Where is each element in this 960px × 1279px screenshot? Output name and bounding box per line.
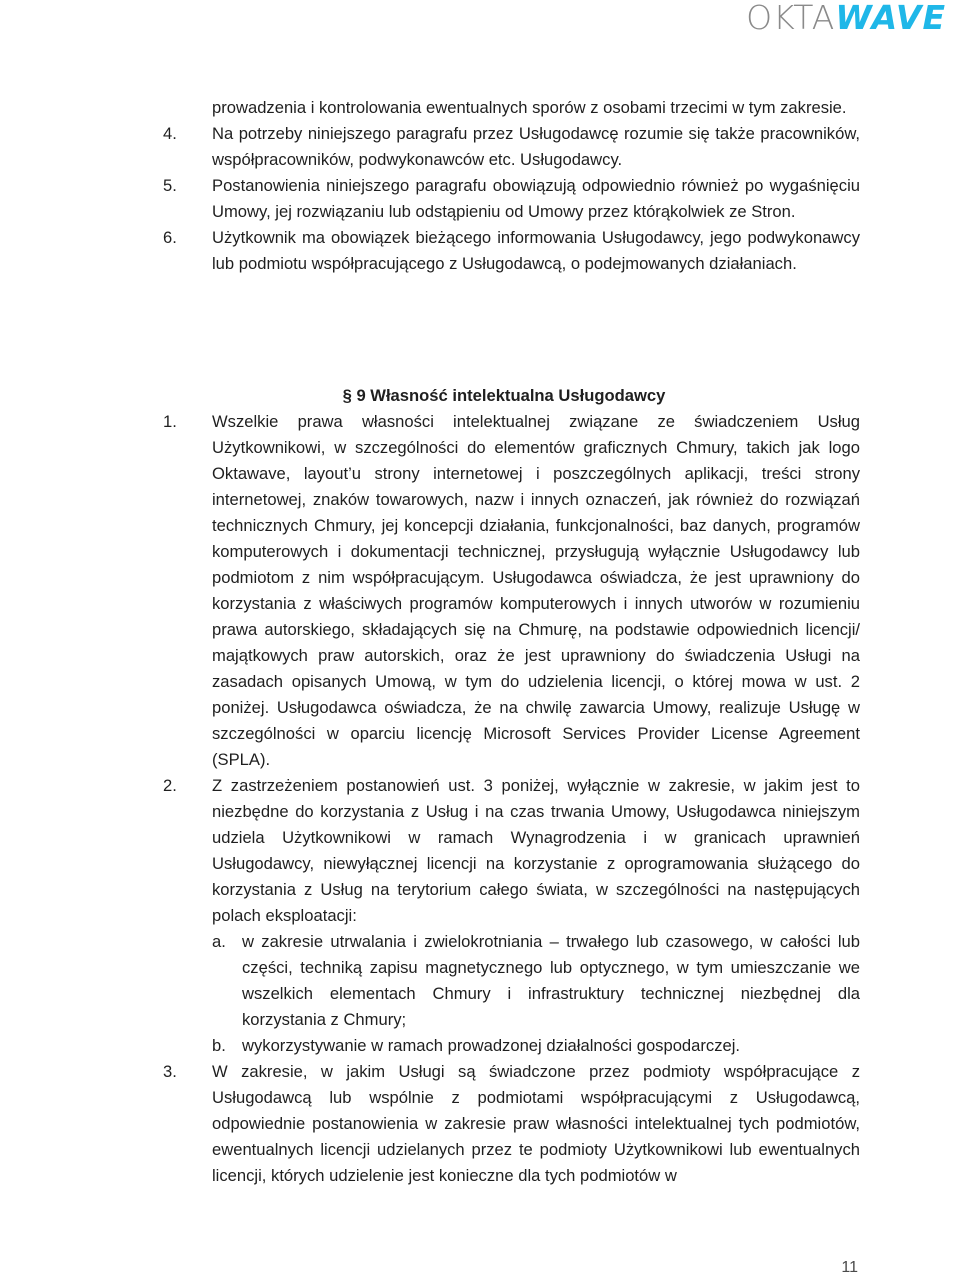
item-text: W zakresie, w jakim Usługi są świadczone przez podmioty współpracujące z Usługodawcą lub wspólnie z podmiotami współpracującymi z Usługodawcą, odpowiednie postanowienia w zakresie praw własności intelektualnej tych podmiotów, ewentualnych licencji udzielanych przez te podmioty Użytkownikowi lub ewentualnych licencji, których udzielenie jest konieczne dla tych podmiotów w bbox=[212, 1062, 860, 1185]
previous-section-items bbox=[163, 95, 860, 277]
item-text: Na potrzeby niniejszego paragrafu przez Usługodawcę rozumie się także pracowników, współpracowników, podwykonawców etc. Usługodawcy. bbox=[212, 124, 860, 169]
item-text: Postanowienia niniejszego paragrafu obowiązują odpowiednio również po wygaśnięciu Umowy, jej rozwiązaniu lub odstąpieniu od Umowy przez którąkolwiek ze Stron. bbox=[212, 176, 860, 221]
item-text: Z zastrzeżeniem postanowień ust. 3 poniżej, wyłącznie w zakresie, w jakim jest to niezbędne do korzystania z Usług i na czas trwania Umowy, Usługodawca niniejszym udziela Użytkownikowi w ramach Wynagrodzenia i w granicach uprawnień Usługodawcy, niewyłącznej licencji na korzystanie z oprogramowania służącego do korzystania z Usług na terytorium całego świata, w szczególności na następujących polach eksploatacji: bbox=[212, 776, 860, 925]
section-items bbox=[163, 409, 860, 1189]
sub-item-letter: b. bbox=[212, 1036, 226, 1055]
list-item bbox=[163, 1059, 860, 1189]
item-number: 2. bbox=[163, 776, 177, 795]
item-number: 3. bbox=[163, 1062, 177, 1081]
list-item bbox=[163, 95, 860, 121]
sub-item-text: wykorzystywanie w ramach prowadzonej działalności gospodarczej. bbox=[242, 1036, 741, 1055]
item-text: prowadzenia i kontrolowania ewentualnych sporów z osobami trzecimi w tym zakresie. bbox=[212, 98, 847, 117]
item-number: 5. bbox=[163, 176, 177, 195]
item-number: 6. bbox=[163, 228, 177, 247]
list-item bbox=[163, 121, 860, 173]
item-number bbox=[163, 95, 212, 121]
item-number: 1. bbox=[163, 412, 177, 431]
list-item bbox=[163, 225, 860, 277]
section-heading: § 9 Własność intelektualna Usługodawcy bbox=[342, 386, 666, 405]
list-item bbox=[163, 173, 860, 225]
sub-list-item bbox=[212, 929, 860, 1033]
sub-item-text: w zakresie utrwalania i zwielokrotniania – trwałego lub czasowego, w całości lub części, techniką zapisu magnetycznego lub optycznego, w tym umieszczanie we wszelkich elementach Chmury i infrastruktury technicznej niezbędnej dla korzystania z Chmury; bbox=[242, 932, 860, 1029]
item-number: 4. bbox=[163, 124, 177, 143]
list-item bbox=[163, 773, 860, 1059]
item-body bbox=[212, 773, 860, 1059]
sub-item-letter: a. bbox=[212, 932, 226, 951]
page-number: 11 bbox=[841, 1259, 858, 1276]
item-text: Użytkownik ma obowiązek bieżącego informowania Usługodawcy, jego podwykonawcy lub podmiotu współpracującego z Usługodawcą, o podejmowanych działaniach. bbox=[212, 228, 860, 273]
list-item bbox=[163, 409, 860, 773]
item-text: Wszelkie prawa własności intelektualnej związane ze świadczeniem Usług Użytkownikowi, w szczególności do elementów graficznych Chmury, takich jak logo Oktawave, layout’u strony internetowej i poszczególnych aplikacji, treści strony internetowej, znaków towarowych, nazw i innych oznaczeń, jak również do rozwiązań technicznych Chmury, jej koncepcji działania, funkcjonalności, baz danych, programów komputerowych i dokumentacji technicznej, przysługują wyłącznie Usługodawcy lub podmiotom z nim współpracującym. Usługodawca oświadcza, że jest uprawniony do korzystania z właściwych programów komputerowych i innych utworów w rozumieniu prawa autorskiego, składających się na Chmurę, na podstawie odpowiednich licencji/ majątkowych praw autorskich, oraz że jest uprawniony do świadczenia Usługi na zasadach opisanych Umową, w tym do udzielenia licencji, o której mowa w ust. 2 poniżej. Usługodawca oświadcza, że na chwilę zawarcia Umowy, realizuje Usługę w szczególności w oparciu licencję Microsoft Services Provider License Agreement (SPLA). bbox=[212, 412, 860, 769]
sub-list-item bbox=[212, 1033, 860, 1059]
oktawave-logo: OKTAWAVE bbox=[746, 0, 946, 37]
